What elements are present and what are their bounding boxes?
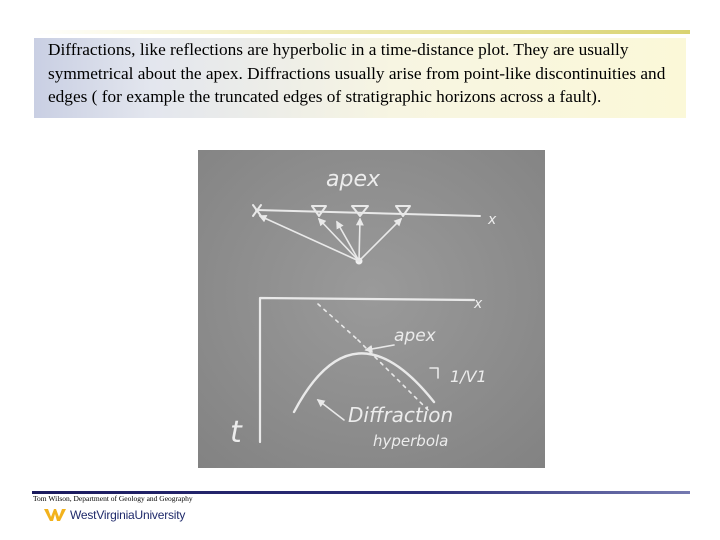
author-credit: Tom Wilson, Department of Geology and Geography — [33, 494, 193, 503]
slide-body-text: Diffractions, like reflections are hyperbolic in a time-distance plot. They are usually symmetrical about the apex. Diffractions usually arise from point-like discontinuities and edges ( for example the truncated edges of stratigraphic horizons across a fault). — [48, 40, 666, 106]
top-apex-label: apex — [326, 167, 381, 192]
t-axis-label: t — [230, 415, 242, 450]
diffraction-label: Diffraction — [348, 403, 454, 427]
chalkboard-photo — [198, 150, 545, 468]
apex-label: apex — [394, 326, 436, 346]
top-x-axis-label: x — [488, 212, 497, 228]
wvu-logo — [44, 508, 185, 522]
bottom-x-axis-label: x — [474, 296, 483, 312]
wvu-logo-text: WestVirginiaUniversity — [70, 508, 186, 522]
slope-label: 1/V1 — [450, 367, 487, 386]
top-rule — [32, 30, 690, 34]
hyperbola-label: hyperbola — [373, 432, 449, 450]
wv-flying-logo-icon — [44, 508, 66, 522]
